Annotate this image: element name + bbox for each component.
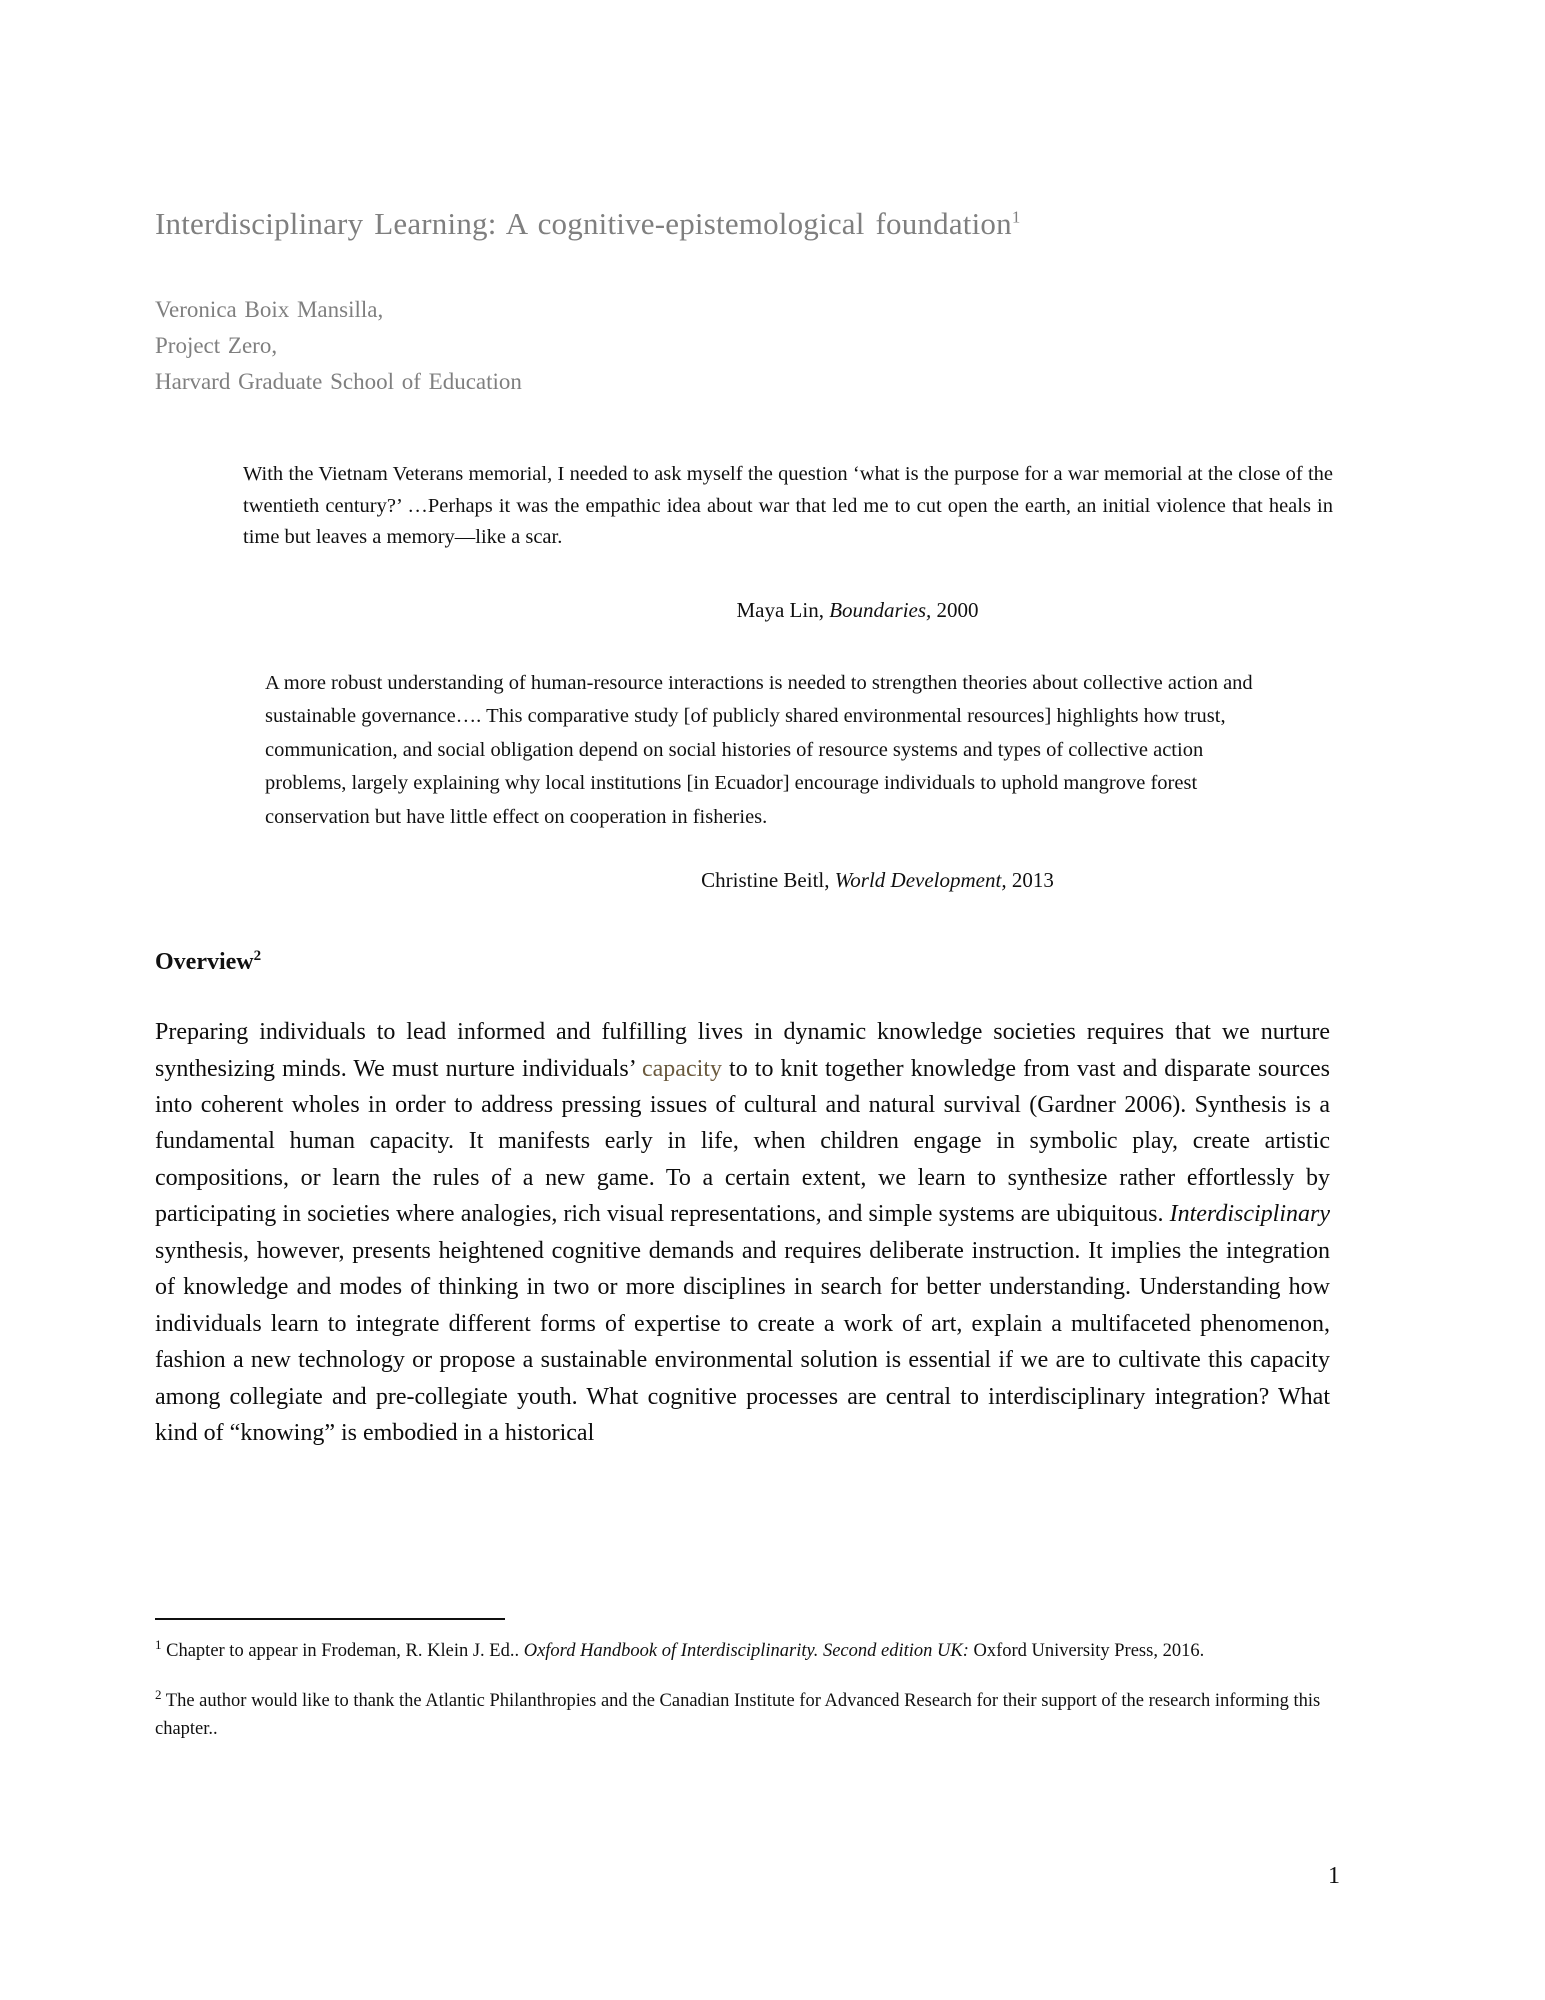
paragraph-segment-1: Preparing individuals to lead informed and fulfilling lives in dynamic knowledge societies requires that we nurture synthesizing minds. We must nurture individuals’	[155, 1019, 1330, 1082]
paragraph-italic-word: Interdisciplinary	[1169, 1201, 1330, 1228]
footnote-1	[155, 1638, 1335, 1666]
section-heading-label: Overview	[155, 949, 254, 976]
attribution-year: 2013	[1011, 868, 1054, 893]
footnote-1-italic: Oxford Handbook of Interdisciplinarity. Second edition UK:	[523, 1641, 969, 1661]
epigraph-quote-1: With the Vietnam Veterans memorial, I needed to ask myself the question ‘what is the purpose for a war memorial at the close of the twentieth century?’ …Perhaps it was the empathic idea about war that led me to cut open the earth, an initial violence that heals in time but leaves a memory—like a scar.	[243, 462, 1333, 549]
author-block	[155, 292, 1330, 401]
overview-paragraph	[155, 1014, 1330, 1452]
author-name: Veronica Boix Mansilla,	[155, 296, 384, 322]
paragraph-segment-2: to to knit together knowledge from vast and disparate sources into coherent wholes in order to address pressing issues of cultural and natural survival (Gardner 2006). Synthesis is a fundamental human capacity. It manifests early in life, when children engage in symbolic play, create artistic compositions, or learn the rules of a new game. To a certain extent, we learn to synthesize rather effortlessly by participating in societies where analogies, rich visual representations, and simple systems are ubiquitous.	[155, 1055, 1330, 1228]
section-heading-overview	[155, 949, 1330, 976]
epigraph-quote-2: A more robust understanding of human-resource interactions is needed to strengthen theories about collective action and sustainable governance…. This comparative study [of publicly shared environmental resources] highlights how trust, communication, and social obligation depend on social histories of resource systems and types of collective action problems, largely explaining why local institutions [in Ecuador] encourage individuals to uphold mangrove forest conservation but have little effect on cooperation in fisheries.	[265, 672, 1253, 828]
paragraph-tinted-word: capacity	[642, 1055, 722, 1082]
page-title	[155, 205, 1330, 244]
epigraph-attribution-2	[425, 868, 1330, 893]
footnote-1-text-2: Oxford University Press, 2016.	[968, 1641, 1205, 1661]
footnote-2-marker: 2	[155, 1686, 162, 1702]
attribution-author: Maya Lin,	[736, 598, 824, 623]
footnote-area	[155, 1618, 1335, 1765]
page-title-text: Interdisciplinary Learning: A cognitive-epistemological foundation	[155, 206, 1012, 241]
footnote-separator-rule	[155, 1618, 505, 1620]
attribution-author: Christine Beitl,	[701, 868, 830, 893]
footnote-1-marker: 1	[155, 1636, 162, 1652]
attribution-year: 2000	[936, 598, 979, 623]
attribution-source: World Development,	[834, 868, 1007, 893]
title-footnote-marker: 1	[1011, 207, 1021, 227]
attribution-source: Boundaries,	[829, 598, 932, 623]
paragraph-segment-3: synthesis, however, presents heightened cognitive demands and requires deliberate instruction. It implies the integration of knowledge and modes of thinking in two or more disciplines in search for better understanding. Understanding how individuals learn to integrate different forms of expertise to create a work of art, explain a multifaceted phenomenon, fashion a new technology or propose a sustainable environmental solution is essential if we are to cultivate this capacity among collegiate and pre-collegiate youth. What cognitive processes are central to interdisciplinary integration? What kind of “knowing” is embodied in a historical	[155, 1237, 1330, 1447]
footnote-2-text-1: The author would like to thank the Atlantic Philanthropies and the Canadian Institute for Advanced Research for their support of the research informing this chapter..	[155, 1690, 1321, 1739]
epigraph-attribution-1	[385, 598, 1330, 623]
overview-footnote-marker: 2	[253, 948, 262, 965]
footnote-1-text-1: Chapter to appear in Frodeman, R. Klein J. Ed..	[161, 1641, 524, 1661]
page-number: 1	[1328, 1863, 1340, 1889]
author-affiliation-1: Project Zero,	[155, 333, 278, 359]
footnote-2	[155, 1688, 1335, 1744]
author-affiliation-2: Harvard Graduate School of Education	[155, 369, 522, 395]
